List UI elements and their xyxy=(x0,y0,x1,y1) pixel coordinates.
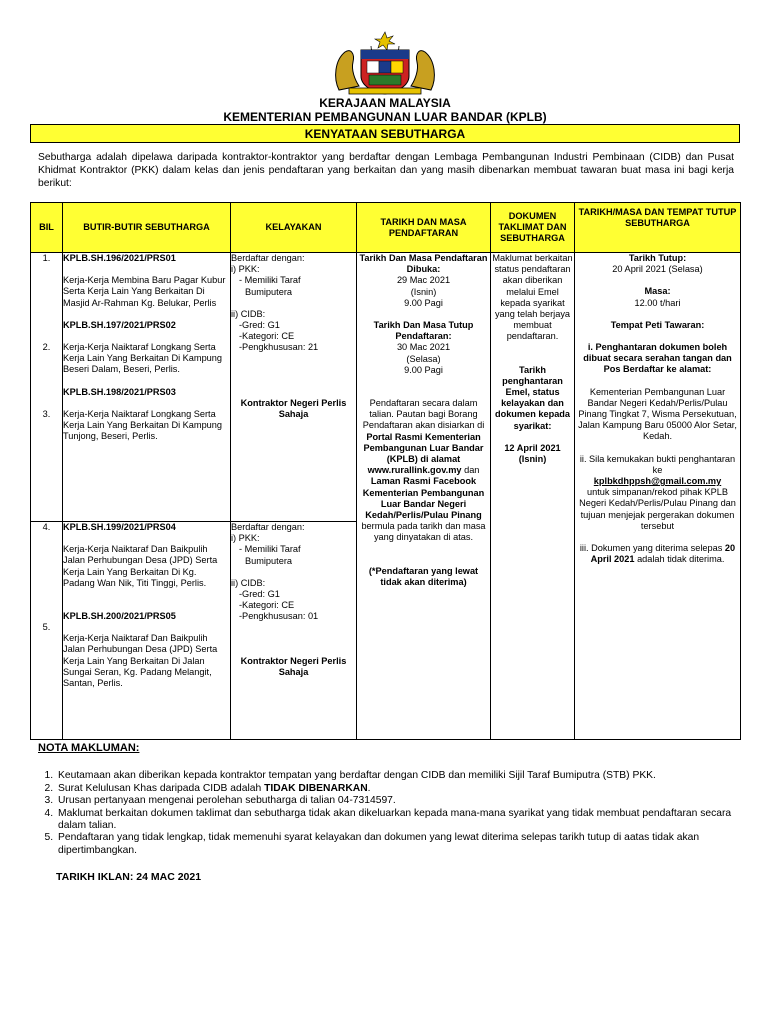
kelayakan-line: -Kategori: CE xyxy=(239,331,295,342)
quotation-desc: Kerja-Kerja Naiktaraf Longkang Serta Kerja Lain Yang Berkaitan Di Kampung Beseri Dalam, Beseri, Perlis. xyxy=(63,342,223,375)
kelayakan-line: i) PKK: xyxy=(231,264,260,275)
butir-col-group1 xyxy=(63,253,231,522)
kelayakan-line: -Gred: G1 xyxy=(239,320,280,331)
bil-col-group2 xyxy=(31,522,63,740)
closing-title: Tarikh Tutup: xyxy=(628,253,687,263)
kelayakan-line: Bumiputera xyxy=(245,555,292,566)
quotation-desc: Kerja-Kerja Naiktaraf Dan Baikpulih Jalan Perhubungan Desa (JPD) Serta Kerja Lain Yang Berkaitan Di Jalan Sungai Seran, Kg. Padang Melangit, Santan, Perlis. xyxy=(63,633,218,689)
kelayakan-col-group1 xyxy=(231,253,357,522)
table-row xyxy=(31,253,741,522)
registration-info xyxy=(357,398,490,544)
bil-item: 5. xyxy=(42,622,51,633)
proof-instruction: ii. Sila kemukakan bukti penghantaran ke xyxy=(579,453,736,475)
kelayakan-line: Berdaftar dengan: xyxy=(231,253,305,263)
quotation-code: KPLB.SH.197/2021/PRS02 xyxy=(63,319,176,330)
late-document-text: iii. Dokumen yang diterima selepas xyxy=(579,543,723,554)
header-kelayakan: KELAYAKAN xyxy=(231,203,357,253)
quotation-code: KPLB.SH.199/2021/PRS04 xyxy=(63,522,176,532)
note-emphasis: TIDAK DIBENARKAN xyxy=(264,782,368,794)
quotation-desc: Kerja-Kerja Membina Baru Pagar Kubur Serta Kerja Lain Yang Berkaitan Di Masjid Ar-Rahman Kg. Belukar, Perlis xyxy=(63,275,226,308)
kelayakan-line: - Memiliki Taraf xyxy=(239,544,301,555)
pendaftaran-col xyxy=(357,253,491,740)
registration-text: dan xyxy=(464,465,480,476)
document-delivery-title: Tarikh penghantaran Emel, status kelayakan dan dokumen kepada syarikat: xyxy=(494,364,571,431)
ministry-title: KEMENTERIAN PEMBANGUNAN LUAR BANDAR (KPLB) xyxy=(223,110,547,124)
quotation-code: KPLB.SH.198/2021/PRS03 xyxy=(63,386,176,397)
late-document-text: adalah tidak diterima. xyxy=(637,554,725,565)
delivery-instruction: i. Penghantaran dokumen boleh dibuat secara serahan tangan dan Pos Berdaftar ke alamat: xyxy=(583,342,732,375)
note-text: . xyxy=(367,782,371,794)
quotation-desc: Kerja-Kerja Naiktaraf Longkang Serta Kerja Lain Yang Berkaitan Di Kampung Tunjong, Beseri, Perlis. xyxy=(63,408,223,442)
header-bil: BIL xyxy=(31,203,63,253)
registration-text: Pendaftaran secara dalam talian. Pautan bagi Borang Pendaftaran akan disiarkan di xyxy=(362,398,485,431)
registration-text: bermula pada tarikh dan masa yang dinyatakan di atas. xyxy=(361,521,486,543)
quotation-code: KPLB.SH.200/2021/PRS05 xyxy=(63,611,176,622)
quotation-desc: Kerja-Kerja Naiktaraf Dan Baikpulih Jalan Perhubungan Desa (JPD) Serta Kerja Lain Yang Berkaitan Di Kg. Padang Wan Nik, Titi Tinggi, Perlis. xyxy=(63,544,218,588)
malaysia-coat-of-arms-icon xyxy=(325,30,445,96)
header-tutup: TARIKH/MASA DAN TEMPAT TUTUP SEBUTHARGA xyxy=(575,203,741,253)
header-dokumen: DOKUMEN TAKLIMAT DAN SEBUTHARGA xyxy=(491,203,575,253)
note-text: Surat Kelulusan Khas daripada CIDB adalah xyxy=(58,782,262,794)
late-registration-note: (*Pendaftaran yang lewat tidak akan diterima) xyxy=(368,565,479,587)
registration-open-time: 9.00 Pagi xyxy=(404,297,443,308)
proof-instruction-rest: untuk simpanan/rekod pihak KPLB Negeri Kedah/Perlis/Pulau Pinang dan tujuan menjejak pergerakan dokumen tersebut xyxy=(579,487,736,531)
bil-col-group1 xyxy=(31,253,63,522)
bil-item: 4. xyxy=(42,522,51,532)
quotation-code: KPLB.SH.196/2021/PRS01 xyxy=(63,253,176,263)
document-info: Maklumat berkaitan status pendaftaran akan diberikan melalui Emel kepada syarikat yang telah berjaya membuat pendaftaran. xyxy=(492,253,573,342)
closing-time-title: Masa: xyxy=(644,286,671,297)
table-header-row xyxy=(31,203,741,253)
document-delivery-date: 12 April 2021 xyxy=(504,442,561,453)
registration-close-day: (Selasa) xyxy=(406,353,441,364)
notes-title: NOTA MAKLUMAN: xyxy=(38,742,140,754)
registration-open-title: Tarikh Dan Masa Pendaftaran Dibuka: xyxy=(359,253,488,275)
notes-list xyxy=(38,770,738,857)
header-butir: BUTIR-BUTIR SEBUTHARGA xyxy=(63,203,231,253)
advert-date: TARIKH IKLAN: 24 MAC 2021 xyxy=(56,871,202,884)
registration-open-day: (Isnin) xyxy=(410,286,437,297)
late-document-note xyxy=(575,543,740,565)
bil-item: 3. xyxy=(42,409,51,420)
note-item: 3. Urusan pertanyaan mengenai perolehan sebutharga di talian 04-7314597. xyxy=(56,795,738,807)
tutup-col xyxy=(575,253,741,740)
note-item: 5. Pendaftaran yang tidak lengkap, tidak memenuhi syarat kelayakan dan dokumen yang lewat diterima selepas tarikh tutup di aatas tidak akan dipertimbangkan. xyxy=(56,832,738,857)
bil-item: 2. xyxy=(42,342,51,353)
registration-close-title: Tarikh Dan Masa Tutup Pendaftaran: xyxy=(373,320,474,342)
note-item: 1. Keutamaan akan diberikan kepada kontraktor tempatan yang berdaftar dengan CIDB dan memiliki Sijil Taraf Bumiputra (STB) PKK. xyxy=(56,770,738,782)
government-title: KERAJAAN MALAYSIA xyxy=(319,96,451,110)
kelayakan-line: - Memiliki Taraf xyxy=(239,275,301,286)
facebook-link-text[interactable]: Laman Rasmi Facebook Kementerian Pembangunan Luar Bandar Negeri Kedah/Perlis/Pulau Pinang xyxy=(362,476,485,521)
kelayakan-note: Kontraktor Negeri Perlis Sahaja xyxy=(240,397,347,419)
registration-close-date: 30 Mac 2021 xyxy=(396,342,451,353)
closing-time: 12.00 t/hari xyxy=(634,297,681,308)
portal-link-text[interactable]: Portal Rasmi Kementerian Pembangunan Luar Bandar (KPLB) di alamat www.rurallink.gov.my xyxy=(363,431,484,476)
kelayakan-line: ii) CIDB: xyxy=(231,308,266,319)
intro-paragraph: Sebutharga adalah dipelawa daripada kontraktor-kontraktor yang berdaftar dengan Lembaga Pembangunan Industri Pembinaan (CIDB) dan Pusat Khidmat Kontraktor (PKK) dalam kelas dan jenis pendaftaran yang berkaitan dan yang masih dibenarkan membuat tawaran buat masa ini bagi kerja berikut: xyxy=(38,152,734,190)
notice-title-bar: KENYATAAN SEBUTHARGA xyxy=(30,124,740,143)
header-pendaftaran: TARIKH DAN MASA PENDAFTARAN xyxy=(357,203,491,253)
note-item xyxy=(56,783,738,795)
kelayakan-col-group2 xyxy=(231,522,357,740)
kelayakan-line: ii) CIDB: xyxy=(231,577,266,588)
notes-section xyxy=(38,742,738,884)
registration-close-time: 9.00 Pagi xyxy=(404,364,443,375)
delivery-address: Kementerian Pembangunan Luar Bandar Negeri Kedah/Perlis/Pulau Pinang Tingkat 7, Wisma Persekutuan, Jalan Kampung Baru 05000 Alor Setar, Kedah. xyxy=(578,386,737,442)
late-document-date: 20 April 2021 xyxy=(590,543,736,565)
kelayakan-line: -Gred: G1 xyxy=(239,589,280,600)
kelayakan-note: Kontraktor Negeri Perlis Sahaja xyxy=(240,655,347,677)
document-delivery-day: (Isnin) xyxy=(518,454,547,465)
butir-col-group2 xyxy=(63,522,231,740)
kelayakan-line: Bumiputera xyxy=(245,286,292,297)
kelayakan-line: -Pengkhususan: 21 xyxy=(239,342,319,353)
tender-box-title: Tempat Peti Tawaran: xyxy=(610,319,705,330)
quotation-table xyxy=(30,202,741,740)
note-item: 4. Maklumat berkaitan dokumen taklimat dan sebutharga tidak akan dikeluarkan kepada mana-mana syarikat yang tidak membuat pendaftaran secara dalam talian. xyxy=(56,808,738,833)
registration-open-date: 29 Mac 2021 xyxy=(396,275,451,286)
kelayakan-line: -Pengkhususan: 01 xyxy=(239,611,319,622)
kelayakan-line: -Kategori: CE xyxy=(239,600,295,611)
kelayakan-line: Berdaftar dengan: xyxy=(231,522,305,532)
contact-email-link[interactable]: kplbkdhppsh@gmail.com.my xyxy=(593,476,722,487)
bil-item: 1. xyxy=(42,253,51,263)
dokumen-col xyxy=(491,253,575,740)
kelayakan-line: i) PKK: xyxy=(231,533,260,544)
closing-date: 20 April 2021 (Selasa) xyxy=(612,264,703,275)
